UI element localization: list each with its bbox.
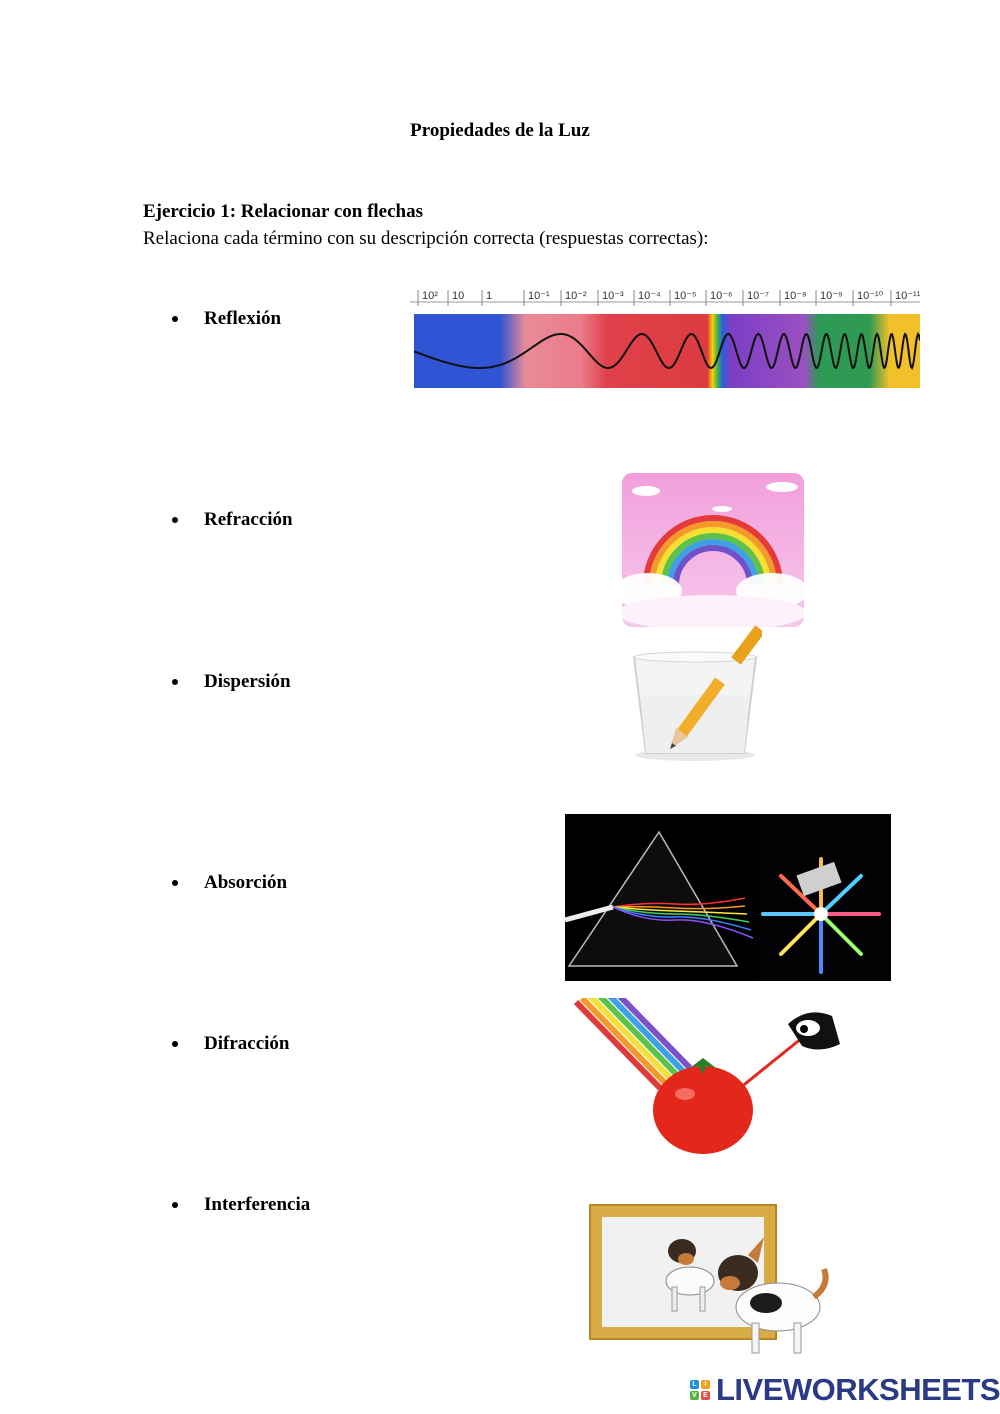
pencil-glass-image bbox=[628, 625, 762, 765]
liveworksheets-logo bbox=[690, 1372, 1000, 1408]
dog-mirror-image bbox=[588, 1203, 836, 1359]
term-item-interferencia bbox=[172, 1194, 310, 1216]
bullet-icon bbox=[172, 316, 178, 322]
prism-diffraction-image bbox=[565, 814, 891, 981]
electromagnetic-spectrum-image bbox=[410, 284, 920, 390]
scale-label: 10⁻¹ bbox=[528, 290, 550, 302]
bullet-icon bbox=[172, 1041, 178, 1047]
term-item-absorcion bbox=[172, 872, 287, 894]
scale-label: 10⁻² bbox=[565, 290, 587, 302]
spectrum-scale bbox=[418, 290, 920, 306]
liveworksheets-logo-text: LIVEWORKSHEETS bbox=[716, 1372, 1000, 1407]
term-label: Interferencia bbox=[204, 1194, 311, 1215]
term-item-refraccion bbox=[172, 509, 293, 531]
bullet-icon bbox=[172, 1202, 178, 1208]
term-item-reflexion bbox=[172, 308, 281, 330]
bullet-icon bbox=[172, 679, 178, 685]
spectrum-band bbox=[414, 314, 920, 388]
exercise-heading: Ejercicio 1: Relacionar con flechas bbox=[143, 201, 424, 222]
term-label: Difracción bbox=[204, 1033, 290, 1054]
term-item-dispersion bbox=[172, 671, 291, 693]
scale-label: 10⁻⁸ bbox=[784, 290, 807, 302]
term-label: Dispersión bbox=[204, 671, 291, 692]
rainbow-image bbox=[622, 473, 804, 627]
liveworksheets-logo-icon: L I V E bbox=[690, 1380, 710, 1400]
scale-label: 10⁻⁶ bbox=[710, 290, 733, 302]
term-label: Reflexión bbox=[204, 308, 282, 329]
scale-label: 10⁻⁵ bbox=[674, 290, 697, 302]
scale-label: 1 bbox=[486, 290, 493, 302]
term-label: Absorción bbox=[204, 872, 288, 893]
bullet-icon bbox=[172, 517, 178, 523]
scale-label: 10⁻³ bbox=[602, 290, 624, 302]
tomato-absorption-image bbox=[570, 998, 846, 1158]
term-item-difraccion bbox=[172, 1033, 289, 1055]
scale-label: 10² bbox=[422, 290, 438, 302]
scale-label: 10⁻¹⁰ bbox=[857, 290, 884, 302]
term-label: Refracción bbox=[204, 509, 293, 530]
exercise-instruction: Relaciona cada término con su descripción correcta (respuestas correctas): bbox=[143, 228, 709, 249]
page-title: Propiedades de la Luz bbox=[410, 120, 590, 141]
scale-label: 10⁻¹¹ bbox=[895, 290, 920, 302]
bullet-icon bbox=[172, 880, 178, 886]
scale-label: 10⁻⁴ bbox=[638, 290, 661, 302]
scale-label: 10 bbox=[452, 290, 465, 302]
scale-label: 10⁻⁷ bbox=[747, 290, 770, 302]
scale-label: 10⁻⁹ bbox=[820, 290, 843, 302]
